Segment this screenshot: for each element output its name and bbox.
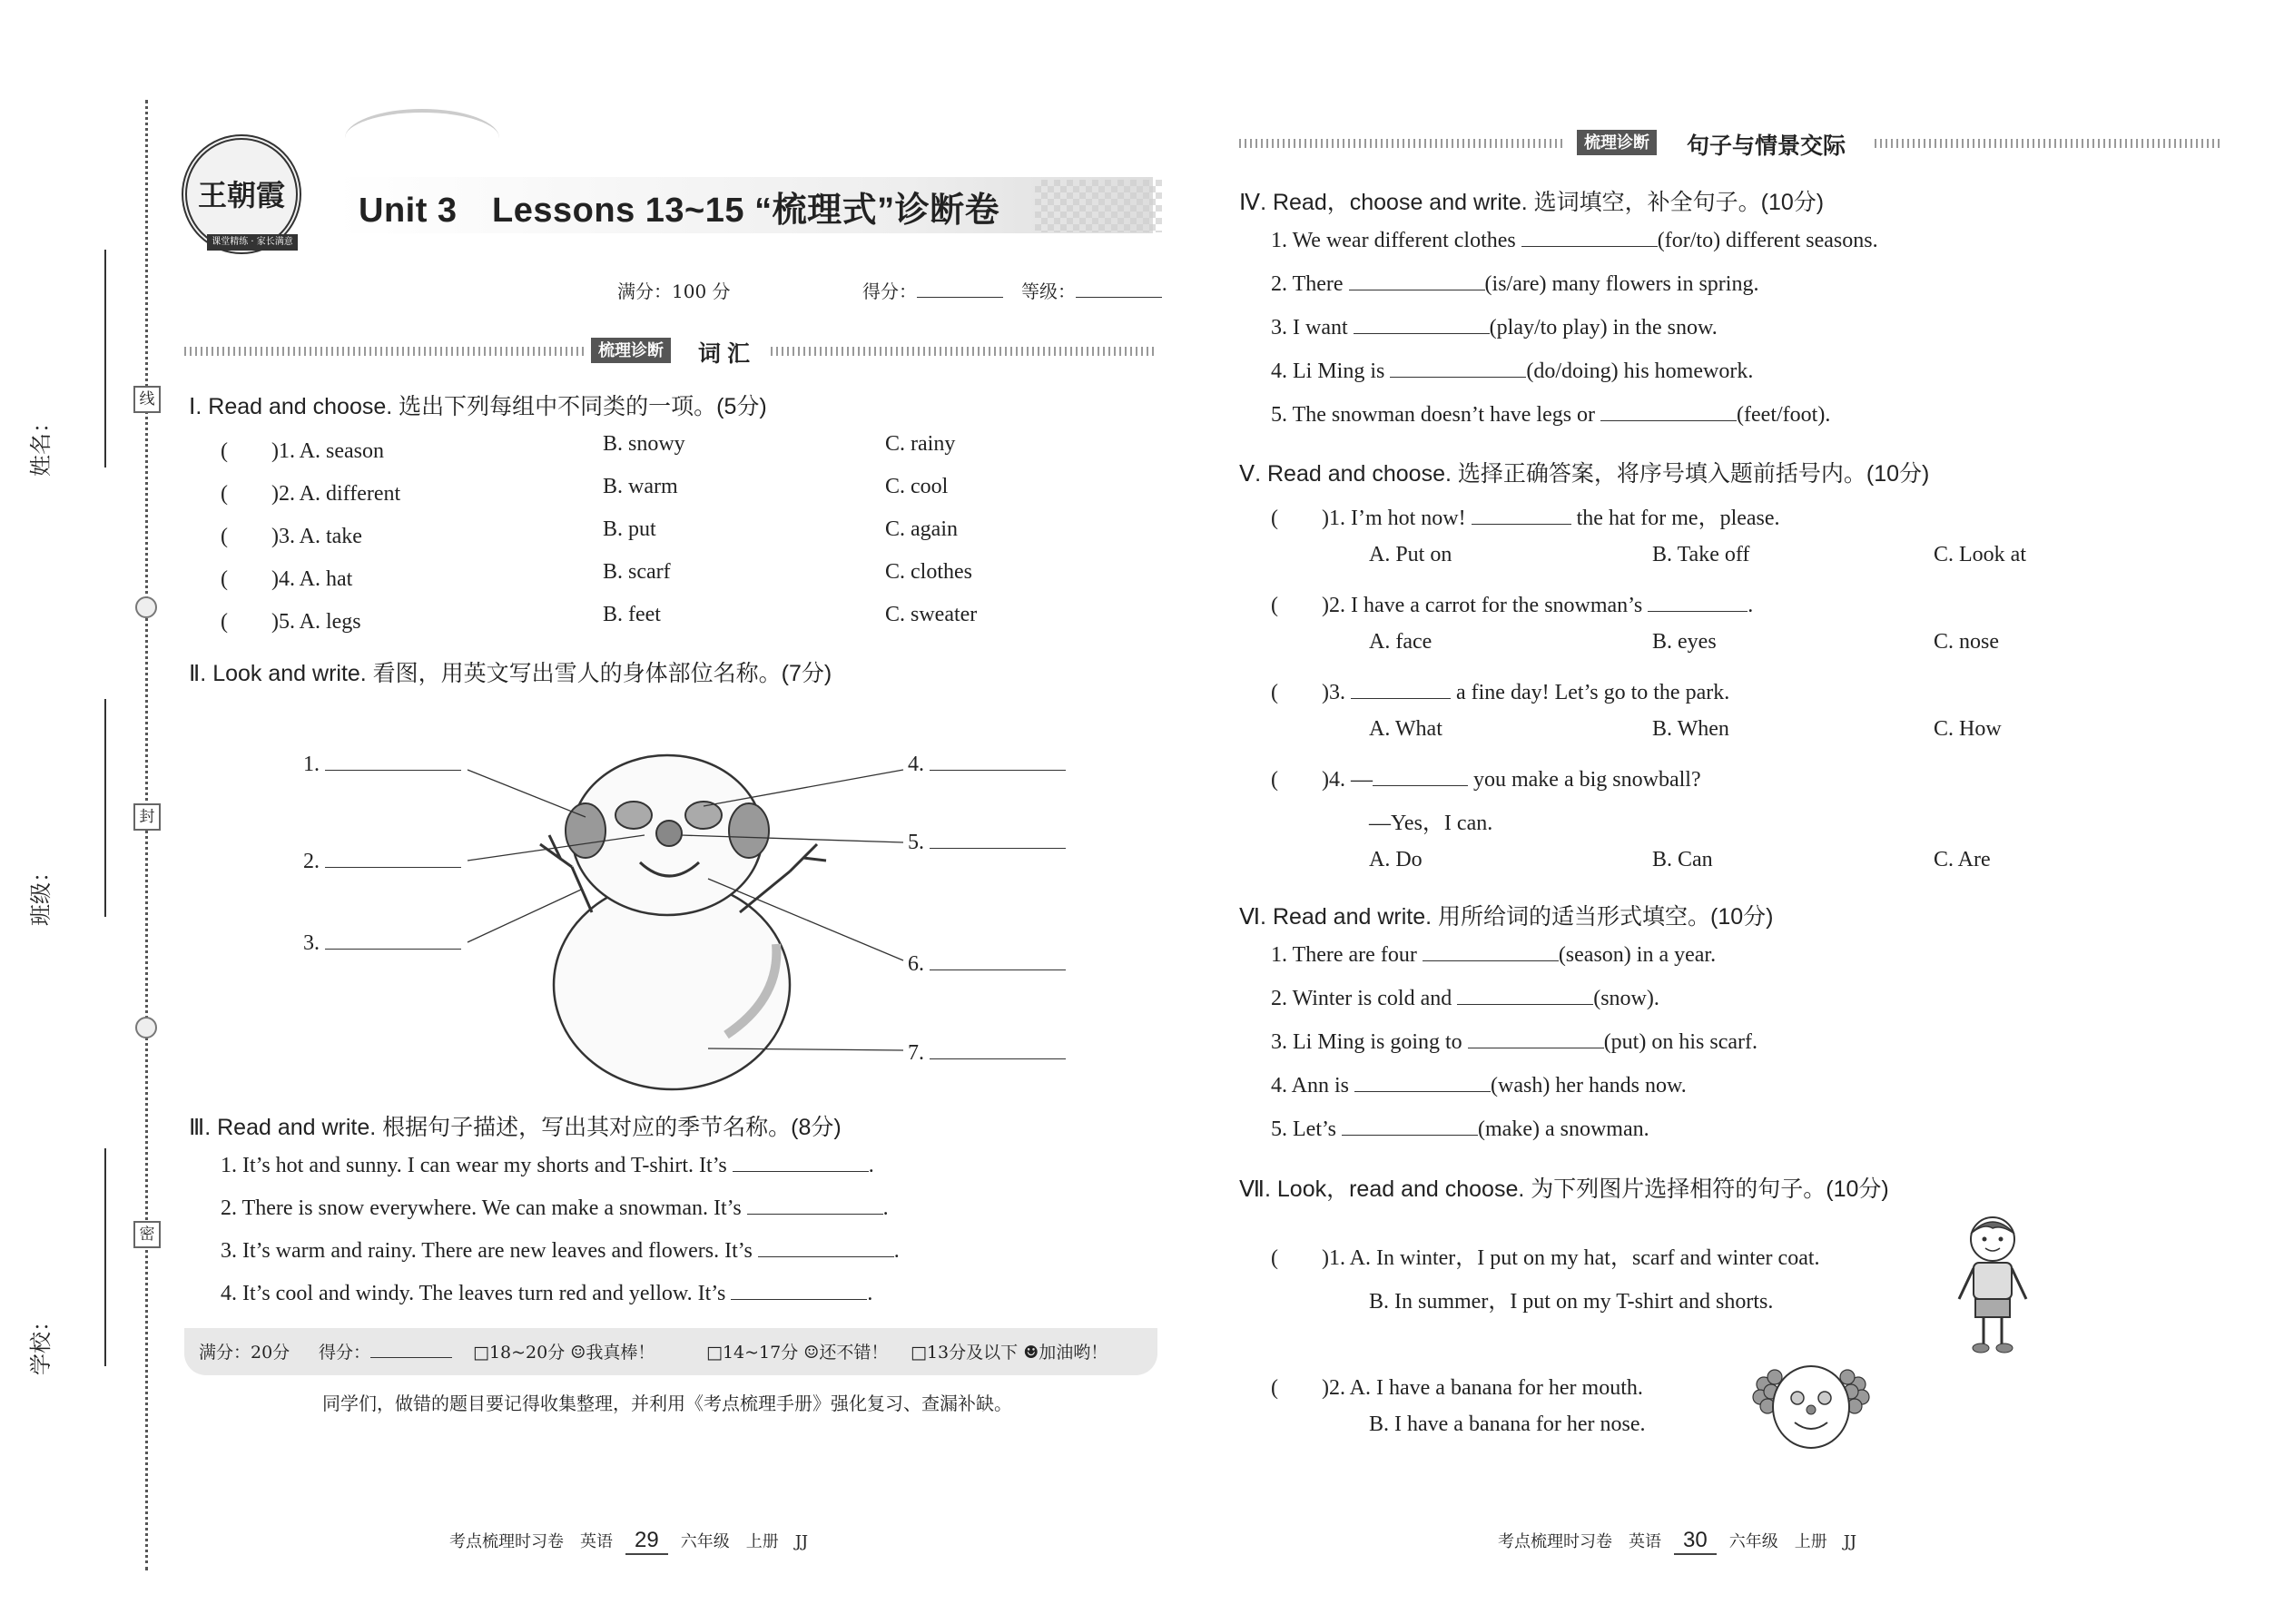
page-number: 29 [625, 1528, 668, 1555]
sec1-q4-c: C. clothes [885, 560, 972, 584]
binding-char-feng: 封 [133, 803, 161, 831]
snowman-label-7[interactable]: 7. [908, 1040, 1066, 1066]
banner-title: 句子与情景交际 [1687, 133, 1846, 159]
sec7-q1-a[interactable]: ( )1. A. In winter，I put on my hat，scarf and winter coat. [1271, 1246, 1820, 1270]
snowman-eye-left [615, 802, 652, 829]
sec6-q1[interactable]: 1. There are four (season) in a year. [1271, 943, 1717, 967]
score-label: 得分： [862, 281, 917, 302]
sec7-q1-b[interactable]: B. In summer，I put on my T-shirt and shorts. [1369, 1290, 1774, 1314]
sec5-q4-a: A. Do [1369, 848, 1423, 871]
section-7-heading: Ⅶ. Look，read and choose. 为下列图片选择相符的句子。(10分) [1239, 1176, 1889, 1202]
banner-tag: 梳理诊断 [591, 338, 671, 363]
sec4-q5[interactable]: 5. The snowman doesn’t have legs or (feet/foot). [1271, 403, 1831, 427]
section-6-heading: Ⅵ. Read and write. 用所给词的适当形式填空。(10分) [1239, 904, 1774, 930]
school-field[interactable] [28, 1148, 109, 1375]
snowman-earmuff-right [729, 803, 769, 858]
sec5-q3-a: A. What [1369, 717, 1442, 741]
snowman-label-3[interactable]: 3. [303, 930, 461, 956]
full-score: 满分：100 分 [617, 281, 731, 302]
snowman-label-6[interactable]: 6. [908, 951, 1066, 977]
seal-text: 王朝霞 [197, 178, 285, 212]
sec6-q3[interactable]: 3. Li Ming is going to (put) on his scarf. [1271, 1030, 1757, 1054]
sec3-q1[interactable]: 1. It’s hot and sunny. I can wear my shorts and T-shirt. It’s . [221, 1154, 874, 1177]
grade-field[interactable] [1021, 277, 1162, 303]
decorative-swoosh [345, 109, 499, 167]
sec3-q2[interactable]: 2. There is snow everywhere. We can make a snowman. It’s . [221, 1196, 889, 1220]
sec1-q2-c: C. cool [885, 475, 949, 498]
sec1-q1: ( )1. A. season [221, 439, 384, 463]
sec1-q1-b: B. snowy [603, 432, 685, 456]
snowman-label-1[interactable]: 1. [303, 752, 461, 777]
summary-score-field[interactable]: 得分： [319, 1339, 452, 1363]
snowman-label-5[interactable]: 5. [908, 830, 1066, 855]
section-3-heading: Ⅲ. Read and write. 根据句子描述，写出其对应的季节名称。(8分) [189, 1115, 842, 1140]
snowman-label-4[interactable]: 4. [908, 752, 1066, 777]
class-label: 班级： [28, 861, 54, 926]
sec5-q1-c: C. Look at [1934, 543, 2026, 566]
grade-label: 等级： [1021, 281, 1076, 302]
sec3-q4[interactable]: 4. It’s cool and windy. The leaves turn red and yellow. It’s . [221, 1282, 873, 1305]
sec4-q4[interactable]: 4. Li Ming is (do/doing) his homework. [1271, 359, 1754, 383]
sec6-q5[interactable]: 5. Let’s (make) a snowman. [1271, 1117, 1649, 1141]
sec1-q1-c: C. rainy [885, 432, 956, 456]
snowman-face-picture [1748, 1357, 1875, 1457]
page-number: 30 [1674, 1528, 1717, 1555]
boy-picture [1943, 1212, 2043, 1357]
checker-pattern [1035, 180, 1162, 232]
sec5-q4-b: B. Can [1652, 848, 1713, 871]
sec1-q4-b: B. scarf [603, 560, 671, 584]
sec6-q2[interactable]: 2. Winter is cold and (snow). [1271, 987, 1659, 1010]
snowman-label-2[interactable]: 2. [303, 849, 461, 874]
binding-char-mi: 密 [133, 1221, 161, 1248]
school-label: 学校： [28, 1310, 54, 1375]
section-2-heading: Ⅱ. Look and write. 看图，用英文写出雪人的身体部位名称。(7分) [189, 661, 832, 686]
sec3-q3[interactable]: 3. It’s warm and rainy. There are new leaves and flowers. It’s . [221, 1239, 900, 1263]
sec6-q4[interactable]: 4. Ann is (wash) her hands now. [1271, 1074, 1687, 1097]
snowman-nose [656, 821, 682, 846]
score-field[interactable] [862, 277, 1003, 303]
sec5-q3[interactable]: ( )3. a fine day! Let’s go to the park. [1271, 681, 1730, 704]
sentence-banner [1239, 130, 2220, 157]
neutral-face-icon: ☺ [803, 1343, 820, 1363]
leader-line-3 [468, 890, 581, 942]
seal-ribbon: 课堂精练 · 家长满意 [207, 234, 298, 251]
sec7-q2-a[interactable]: ( )2. A. I have a banana for her mouth. [1271, 1376, 1643, 1400]
sec4-q2[interactable]: 2. There (is/are) many flowers in spring. [1271, 272, 1759, 296]
binding-hole-icon [135, 596, 157, 618]
sec1-q3-c: C. again [885, 517, 958, 541]
sec5-q2[interactable]: ( )2. I have a carrot for the snowman’s . [1271, 594, 1754, 617]
sec7-q2-b[interactable]: B. I have a banana for her nose. [1369, 1412, 1646, 1436]
summary-full-score: 满分：20分 [199, 1343, 290, 1363]
sec5-q3-c: C. How [1934, 717, 2002, 741]
binding-dotted-line [145, 100, 148, 1570]
sec1-q3: ( )3. A. take [221, 525, 362, 548]
binding-char-xian: 线 [133, 386, 161, 413]
sec1-q5: ( )5. A. legs [221, 610, 361, 634]
section-1-heading: Ⅰ. Read and choose. 选出下列每组中不同类的一项。(5分) [189, 394, 767, 419]
sec4-q1[interactable]: 1. We wear different clothes (for/to) different seasons. [1271, 229, 1878, 252]
cheer-face-icon: ☻ [1023, 1343, 1039, 1363]
footer-left: 考点梳理时习卷 英语 29 六年级 上册 JJ [449, 1528, 808, 1555]
section-5-heading: Ⅴ. Read and choose. 选择正确答案，将序号填入题前括号内。(10分) [1239, 461, 1930, 487]
banner-tag: 梳理诊断 [1577, 130, 1657, 155]
sec1-q2: ( )2. A. different [221, 482, 401, 506]
section-summary-bar [184, 1328, 1157, 1375]
banner-title: 词 汇 [698, 341, 750, 367]
vocab-banner [184, 338, 1157, 365]
sec5-q2-a: A. face [1369, 630, 1433, 654]
section-4-heading: Ⅳ. Read，choose and write. 选词填空，补全句子。(10分) [1239, 190, 1825, 215]
sec5-q3-b: B. When [1652, 717, 1729, 741]
sec1-q4: ( )4. A. hat [221, 567, 353, 591]
sec5-q2-b: B. eyes [1652, 630, 1717, 654]
review-note: 同学们，做错的题目要记得收集整理，并利用《考点梳理手册》强化复习、查漏补缺。 [322, 1393, 1012, 1414]
summary-option-2[interactable]: □14~17分 ☺还不错！ [706, 1343, 889, 1363]
sec1-q3-b: B. put [603, 517, 656, 541]
sec1-q5-b: B. feet [603, 603, 661, 626]
leader-line-1 [468, 770, 586, 817]
sec5-q4-c: C. Are [1934, 848, 1991, 871]
sec5-q4[interactable]: ( )4. — you make a big snowball? [1271, 768, 1701, 792]
name-field[interactable] [28, 250, 109, 477]
sec5-q1[interactable]: ( )1. I’m hot now! the hat for me，please. [1271, 507, 1780, 530]
sec5-q2-c: C. nose [1934, 630, 1999, 654]
smile-face-icon: ☺ [570, 1343, 586, 1363]
sec1-q2-b: B. warm [603, 475, 678, 498]
summary-option-3[interactable]: □13分及以下 ☻加油哟！ [911, 1343, 1108, 1363]
sec4-q3[interactable]: 3. I want (play/to play) in the snow. [1271, 316, 1718, 340]
binding-hole-icon [135, 1017, 157, 1038]
page-title: Unit 3 Lessons 13~15 “梳理式”诊断卷 [359, 192, 1000, 230]
summary-option-1[interactable]: □18~20分 ☺我真棒！ [473, 1343, 655, 1363]
footer-right: 考点梳理时习卷 英语 30 六年级 上册 JJ [1498, 1528, 1856, 1555]
name-label: 姓名： [28, 411, 54, 477]
sec5-q4-reply: —Yes，I can. [1369, 812, 1493, 835]
sec5-q1-b: B. Take off [1652, 543, 1750, 566]
sec1-q5-c: C. sweater [885, 603, 978, 626]
class-field[interactable] [28, 699, 109, 926]
sec5-q1-a: A. Put on [1369, 543, 1452, 566]
